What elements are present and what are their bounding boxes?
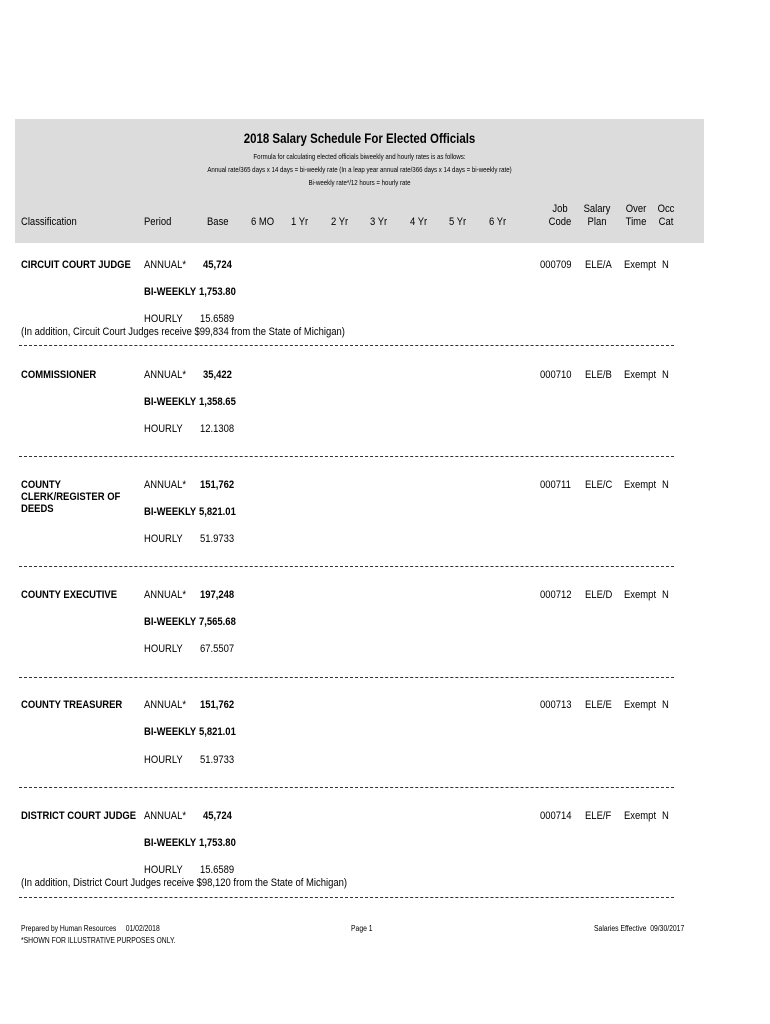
period-annual: ANNUAL* [144,479,187,491]
salary-plan: ELE/C [585,479,613,491]
column-header-6yr: 6 Yr [489,216,507,228]
footer-prepared-by [21,924,160,933]
job-code: 000714 [540,810,572,822]
column-header-salary-plan [583,203,611,229]
occ-cat: N [662,810,669,822]
formula-line-3: Bi-weekly rate*/12 hours = hourly rate [308,178,411,187]
salary-plan: ELE/A [585,259,612,271]
column-header-6mo: 6 MO [251,216,275,228]
formula-line-1: Formula for calculating elected officials biweekly and hourly rates is as follows: [253,152,466,161]
period-annual: ANNUAL* [144,369,187,381]
occ-cat: N [662,699,669,711]
base-annual: 35,422 [203,369,232,381]
row-divider [19,787,674,788]
over-time: Exempt [624,259,657,271]
over-time: Exempt [624,369,657,381]
over-time: Exempt [624,810,657,822]
footer-prepared-by-label: Prepared by Human Resources [21,924,117,933]
salary-plan: ELE/F [585,810,612,822]
occ-cat: N [662,589,669,601]
column-header-period: Period [144,216,172,228]
base-hourly: 51.9733 [200,754,235,766]
base-annual: 197,248 [200,589,235,601]
row-divider [19,677,674,678]
period-annual: ANNUAL* [144,810,187,822]
base-annual: 45,724 [203,810,232,822]
footer-effective-label: Salaries Effective [594,924,647,933]
column-header-job-code [547,203,573,229]
column-header-salary-plan-line2: Plan [587,216,607,228]
column-header-job-code-line1: Job [552,203,568,215]
classification: COMMISSIONER [21,369,97,381]
base-annual: 45,724 [203,259,232,271]
column-header-classification: Classification [21,216,77,228]
base-biweekly: 7,565.68 [199,616,236,628]
formula-line-2: Annual rate/365 days x 14 days = bi-weekly rate (In a leap year annual rate/366 days x 14 days = bi-weekly rate) [207,165,512,174]
row-divider [19,456,674,457]
classification: COUNTY TREASURER [21,699,123,711]
footer-effective-date: 09/30/2017 [650,924,685,933]
column-header-base: Base [207,216,229,228]
job-code: 000709 [540,259,572,271]
base-biweekly: 1,753.80 [199,837,236,849]
period-biweekly: BI-WEEKLY [144,396,197,408]
row-note: (In addition, District Court Judges receive $98,120 from the State of Michigan) [21,877,348,889]
column-header-4yr: 4 Yr [410,216,428,228]
column-header-occ-cat-line2: Cat [658,216,674,228]
column-header-job-code-line2: Code [548,216,572,228]
base-hourly: 51.9733 [200,533,235,545]
classification: COUNTY EXECUTIVE [21,589,118,601]
period-biweekly: BI-WEEKLY [144,506,197,518]
job-code: 000711 [540,479,571,491]
over-time: Exempt [624,699,657,711]
column-header-2yr: 2 Yr [331,216,349,228]
column-header-over-time-line2: Time [625,216,647,228]
base-annual: 151,762 [200,699,235,711]
column-header-occ-cat [656,203,677,229]
row-note: (In addition, Circuit Court Judges receive $99,834 from the State of Michigan) [21,326,345,338]
base-hourly: 67.5507 [200,643,235,655]
salary-plan: ELE/D [585,589,613,601]
salary-plan: ELE/B [585,369,612,381]
footer-page-number: Page 1 [351,924,373,933]
period-annual: ANNUAL* [144,259,187,271]
column-header-occ-cat-line1: Occ [657,203,675,215]
occ-cat: N [662,369,669,381]
job-code: 000713 [540,699,572,711]
classification: DISTRICT COURT JUDGE [21,810,137,822]
row-divider [19,566,674,567]
period-biweekly: BI-WEEKLY [144,726,197,738]
occ-cat: N [662,479,669,491]
column-header-over-time [623,203,649,229]
row-divider [19,897,674,898]
period-hourly: HOURLY [144,423,183,435]
footer-effective [594,924,684,933]
column-header-5yr: 5 Yr [449,216,467,228]
footer-prepared-date: 01/02/2018 [125,924,160,933]
base-biweekly: 1,358.65 [199,396,236,408]
column-header-over-time-line1: Over [625,203,647,215]
period-hourly: HOURLY [144,864,183,876]
over-time: Exempt [624,479,657,491]
base-biweekly: 5,821.01 [199,726,236,738]
header-band [15,119,704,243]
column-header-3yr: 3 Yr [370,216,388,228]
column-header-salary-plan-line1: Salary [583,203,611,215]
page-title: 2018 Salary Schedule For Elected Officials [243,130,476,146]
column-header-1yr: 1 Yr [291,216,309,228]
base-annual: 151,762 [200,479,235,491]
period-annual: ANNUAL* [144,699,187,711]
over-time: Exempt [624,589,657,601]
period-biweekly: BI-WEEKLY [144,286,197,298]
classification: COUNTY CLERK/REGISTER OF DEEDS [21,479,121,515]
footer-illustrative-note: *SHOWN FOR ILLUSTRATIVE PURPOSES ONLY. [21,936,176,945]
base-hourly: 12.1308 [200,423,235,435]
period-hourly: HOURLY [144,533,183,545]
job-code: 000712 [540,589,572,601]
period-biweekly: BI-WEEKLY [144,616,197,628]
occ-cat: N [662,259,669,271]
row-divider [19,345,674,346]
classification: CIRCUIT COURT JUDGE [21,259,131,271]
base-biweekly: 5,821.01 [199,506,236,518]
base-hourly: 15.6589 [200,313,235,325]
job-code: 000710 [540,369,572,381]
period-annual: ANNUAL* [144,589,187,601]
base-hourly: 15.6589 [200,864,235,876]
salary-plan: ELE/E [585,699,612,711]
base-biweekly: 1,753.80 [199,286,236,298]
period-hourly: HOURLY [144,643,183,655]
period-hourly: HOURLY [144,313,183,325]
period-hourly: HOURLY [144,754,183,766]
period-biweekly: BI-WEEKLY [144,837,197,849]
